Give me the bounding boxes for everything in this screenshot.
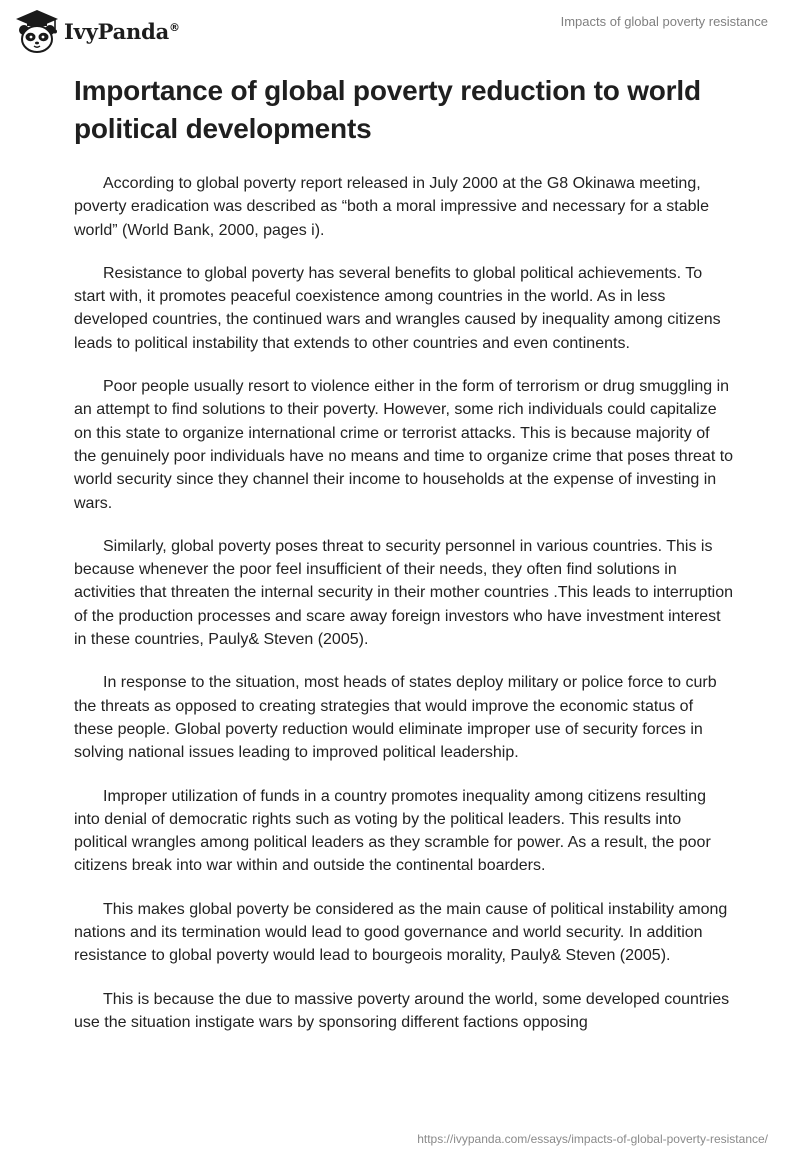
paragraph-4: Similarly, global poverty poses threat to security personnel in various countries. This is because whenever the poor feel insufficient of their needs, they often find solutions in activities that threaten the internal security in their mother countries .This leads to interruption of the production processes and scare away foreign investors who have investment interest in these countries, Pauly& Steven (2005).	[74, 537, 733, 649]
page-header	[0, 0, 800, 60]
paragraph-6: Improper utilization of funds in a country promotes inequality among citizens resulting into denial of democratic rights such as voting by the political leaders. This results into political wrangles among political leaders as they scramble for power. As a result, the poor citizens break into war within and outside the continental boarders.	[74, 787, 711, 875]
paragraph-2: Resistance to global poverty has several benefits to global political achievements. To start with, it promotes peaceful coexistence among countries in the world. As in less developed countries, the continued wars and wrangles caused by inequality among citizens leads to political instability that extends to other countries and even continents.	[74, 264, 721, 352]
essay-body	[74, 172, 736, 1054]
paragraph-5: In response to the situation, most heads of states deploy military or police force to curb the threats as opposed to creating strategies that would improve the economic status of these people. Global poverty reduction would eliminate improper use of security forces in solving national issues leading to improved political leadership.	[74, 674, 717, 762]
brand-logo[interactable]	[14, 8, 180, 54]
paragraph-3: Poor people usually resort to violence either in the form of terrorism or drug smuggling in an attempt to find solutions to their poverty. However, some rich individuals could capitalize on this state to organize international crime or terrorist attacks. This is because majority of the genuinely poor individuals have no means and time to organize crime that poses threat to world security since they channel their income to households at the expense of investing in wars.	[74, 378, 734, 512]
brand-name: IvyPanda®	[64, 18, 180, 44]
document-topic-label: Impacts of global poverty resistance	[560, 14, 768, 29]
source-url[interactable]: https://ivypanda.com/essays/impacts-of-global-poverty-resistance/	[417, 1132, 768, 1146]
paragraph-8: This is because the due to massive poverty around the world, some developed countries use the situation instigate wars by sponsoring different factions opposing	[74, 990, 730, 1031]
panda-graduation-cap-icon	[14, 8, 60, 54]
paragraph-1: According to global poverty report released in July 2000 at the G8 Okinawa meeting, poverty eradication was described as “both a moral impressive and necessary for a stable world” (World Bank, 2000, pages i).	[74, 175, 709, 239]
paragraph-7: This makes global poverty be considered as the main cause of political instability among nations and its termination would lead to good governance and world security. In addition resistance to global poverty would lead to bourgeois morality, Pauly& Steven (2005).	[74, 900, 728, 965]
page-title: Importance of global poverty reduction to world political developments	[74, 75, 701, 144]
